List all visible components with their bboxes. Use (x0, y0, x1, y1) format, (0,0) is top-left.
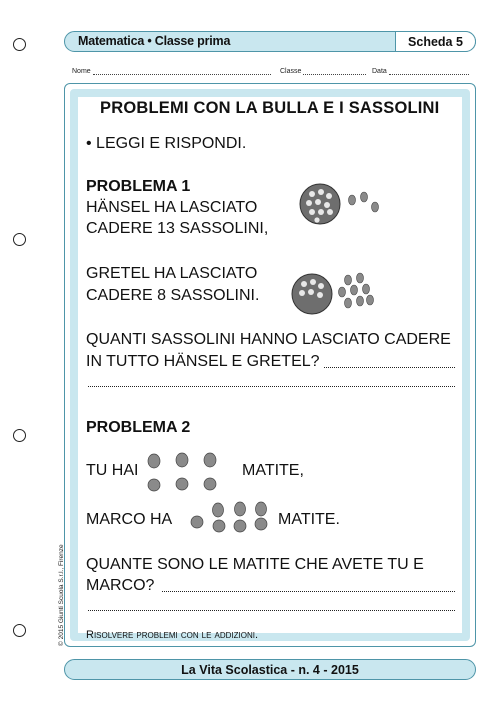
problem2-line1-end: MATITE, (242, 462, 304, 479)
class-label: Classe (280, 68, 302, 75)
problem1-heading: PROBLEMA 1 (86, 178, 191, 195)
class-dotted-line (303, 68, 366, 75)
name-label: Nome (72, 68, 91, 75)
sheet-number-tab: Scheda 5 (395, 31, 476, 52)
footer-bar: La Vita Scolastica - n. 4 - 2015 (64, 659, 476, 680)
problem2-heading: PROBLEMA 2 (86, 419, 191, 436)
header-subject: Matematica • Classe prima (78, 34, 231, 48)
problem2-line2-end: MATITE. (278, 511, 340, 528)
date-field (372, 68, 469, 75)
marco-pencils-illustration (187, 500, 277, 535)
problem2-answer-line1[interactable] (162, 590, 455, 592)
problem2-question-line1: QUANTE SONO LE MATITE CHE AVETE TU E (86, 556, 424, 573)
name-dotted-line (93, 68, 271, 75)
problem1-answer-line1[interactable] (324, 366, 455, 368)
hansel-pebbles-illustration (298, 180, 388, 230)
problem1-line3: GRETEL HA LASCIATO (86, 265, 258, 282)
problem1-line1: HÄNSEL HA LASCIATO (86, 199, 258, 216)
problem2-line1-start: TU HAI (86, 462, 139, 479)
gretel-pebbles-illustration (290, 270, 380, 320)
binder-hole-bottom (13, 624, 26, 637)
binder-hole-lower (13, 429, 26, 442)
instruction: • LEGGI E RISPONDI. (86, 135, 247, 152)
problem1-line2: CADERE 13 SASSOLINI, (86, 220, 269, 237)
binder-hole-top (13, 38, 26, 51)
problem1-line4: CADERE 8 SASSOLINI. (86, 287, 260, 304)
date-dotted-line (389, 68, 469, 75)
problem2-question-line2: MARCO? (86, 577, 155, 594)
problem1-question-line2: IN TUTTO HÄNSEL E GRETEL? (86, 353, 320, 370)
problem2-answer-line2[interactable] (88, 609, 455, 611)
name-field (72, 68, 271, 75)
copyright-notice: © 2015 Giunti Scuola S.r.l., Firenze (58, 544, 65, 646)
problem1-answer-line2[interactable] (88, 385, 455, 387)
worksheet-title: PROBLEMI CON LA BULLA E I SASSOLINI (100, 99, 440, 117)
problem2-line2-start: MARCO HA (86, 511, 173, 528)
binder-hole-middle (13, 233, 26, 246)
my-pencils-illustration (143, 448, 233, 493)
learning-objective: Risolvere problemi con le addizioni. (86, 629, 258, 641)
class-field (280, 68, 366, 75)
problem1-question-line1: QUANTI SASSOLINI HANNO LASCIATO CADERE (86, 331, 451, 348)
date-label: Data (372, 68, 387, 75)
